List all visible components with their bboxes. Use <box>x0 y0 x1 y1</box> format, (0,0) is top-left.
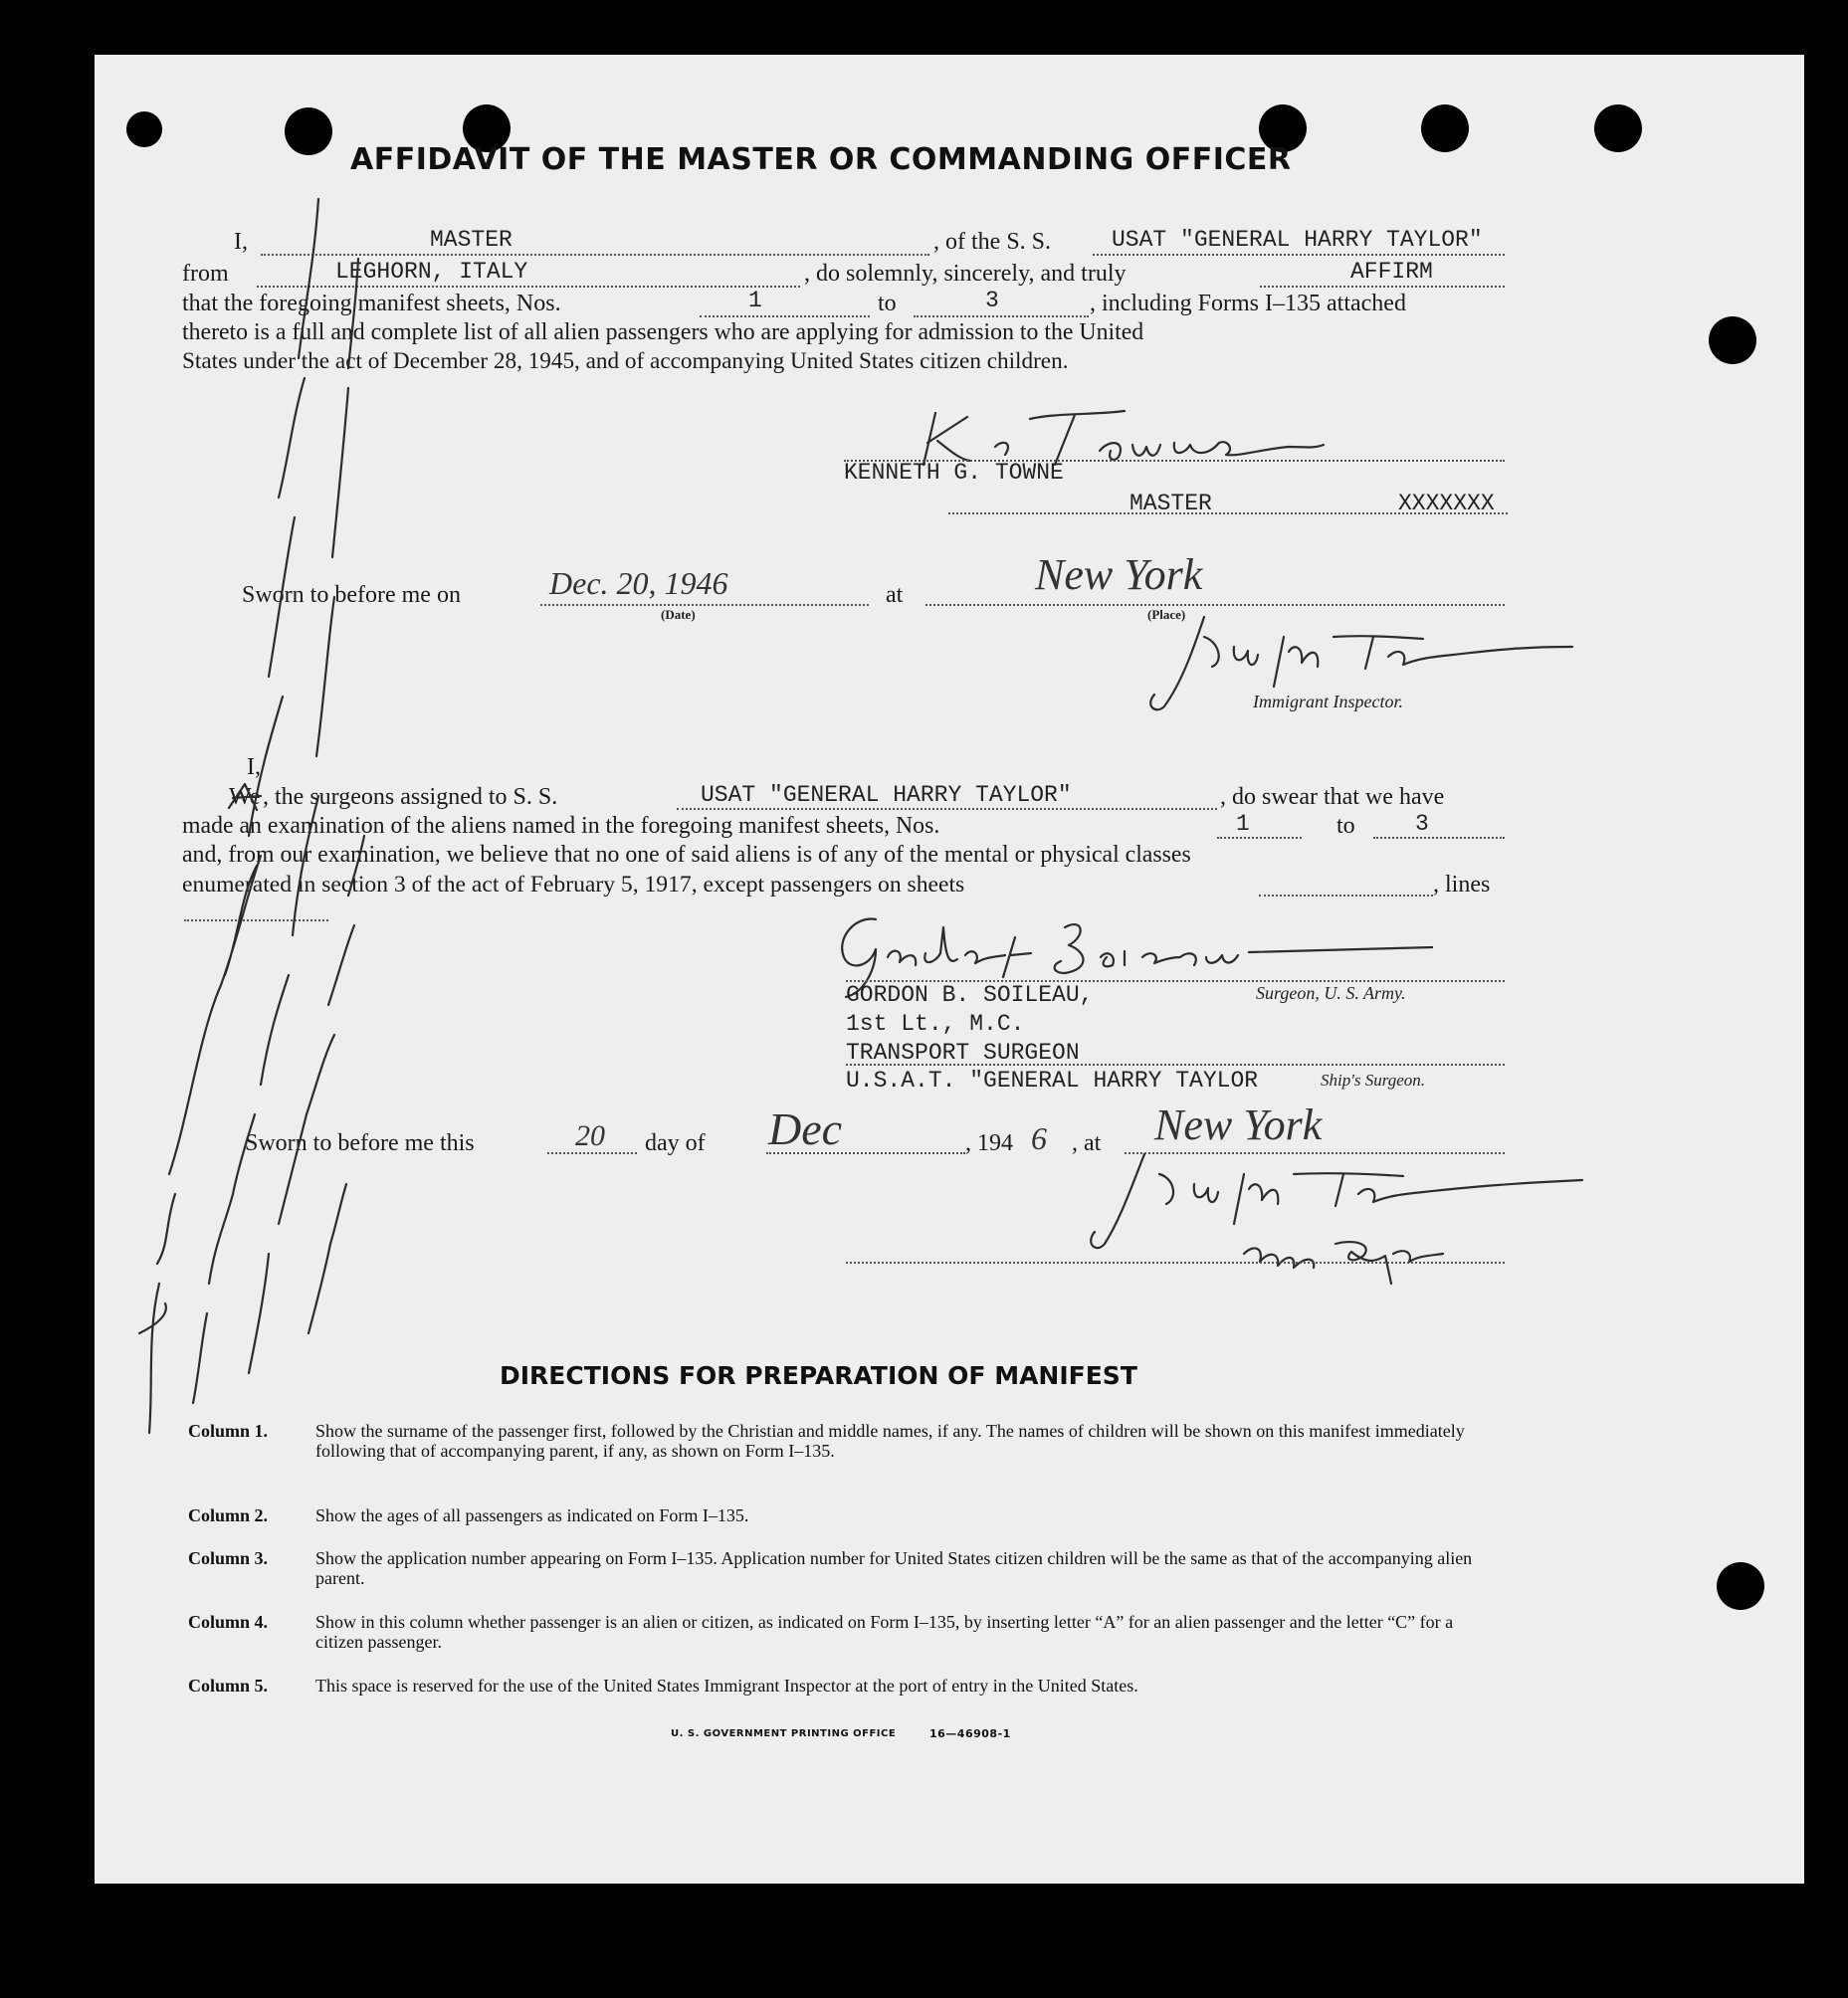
ship-surgeon-blank <box>846 1064 1505 1066</box>
sworn-place-value: New York <box>1035 550 1203 599</box>
surgeon-role: TRANSPORT SURGEON <box>846 1040 1080 1066</box>
surgeon-line-1-text: , the surgeons assigned to S. S. <box>263 784 558 810</box>
sworn-date-value: Dec. 20, 1946 <box>549 565 728 601</box>
of-ss-label: , of the S. S. <box>933 229 1052 255</box>
surgeon-ship-blank <box>677 808 1217 810</box>
master-title: MASTER <box>1129 491 1212 516</box>
surgeon-line-4-text: enumerated in section 3 of the act of February 5, 1917, except passengers on sheets <box>182 872 965 898</box>
sworn-at-label: at <box>886 582 904 608</box>
surgeon-line-3: and, from our examination, we believe that no one of said aliens is of any of the mental or physical classes <box>182 842 1191 868</box>
column-2-label: Column 2. <box>188 1505 269 1525</box>
column-1-label: Column 1. <box>188 1421 269 1441</box>
affidavit-i-label: I, <box>234 229 248 255</box>
sworn2-signature-line <box>846 1262 1505 1264</box>
from-value: LEGHORN, ITALY <box>335 259 528 285</box>
sworn-day-value: 20 <box>575 1119 605 1152</box>
master-name: KENNETH G. TOWNE <box>844 460 1064 486</box>
column-1-text: Show the surname of the passenger first, followed by the Christian and middle names, if any. The names of children will be shown on this manifest immediately following that of accompanying parent, if any, as shown on Form I–135. <box>315 1421 1465 1461</box>
surgeon-i-label: I, <box>247 754 261 780</box>
sworn-date-blank <box>540 604 869 606</box>
page-title: AFFIDAVIT OF THE MASTER OR COMMANDING OFFICER <box>350 142 1292 177</box>
sheet-to-value: 3 <box>985 288 999 313</box>
punch-hole <box>1709 316 1756 364</box>
column-4-text: Show in this column whether passenger is an alien or citizen, as indicated on Form I–135, by inserting letter “A” for an alien passenger and the letter “C” for a citizen passenger. <box>315 1612 1454 1652</box>
surgeon-sheet-from-blank <box>1217 837 1302 839</box>
printer-credit: U. S. GOVERNMENT PRINTING OFFICE <box>671 1728 897 1739</box>
sworn2-at-label: , at <box>1072 1130 1102 1156</box>
except-sheets-blank <box>1259 895 1433 897</box>
sworn-on-label: Sworn to before me on <box>242 582 461 608</box>
surgeon-sheet-to: 3 <box>1415 811 1429 837</box>
column-5-text: This space is reserved for the use of the United States Immigrant Inspector at the port of entry in the United States. <box>315 1676 1138 1696</box>
punch-hole <box>1717 1562 1764 1610</box>
column-2-text: Show the ages of all passengers as indicated on Form I–135. <box>315 1505 749 1525</box>
surgeon-line-2-text: made an examination of the aliens named in the foregoing manifest sheets, Nos. <box>182 813 940 839</box>
punch-hole <box>1421 104 1469 152</box>
solemnly-text: , do solemnly, sincerely, and truly <box>804 261 1127 287</box>
form-number: 16—46908-1 <box>929 1727 1011 1740</box>
directions-title: DIRECTIONS FOR PREPARATION OF MANIFEST <box>500 1361 1137 1390</box>
surgeon-swear-text: , do swear that we have <box>1220 784 1445 810</box>
column-5-label: Column 5. <box>188 1676 269 1696</box>
including-text: , including Forms I–135 attached <box>1090 291 1406 316</box>
surgeon-ship-line: U.S.A.T. "GENERAL HARRY TAYLOR <box>846 1068 1259 1094</box>
date-caption: (Date) <box>661 607 696 622</box>
master-value: MASTER <box>430 227 513 253</box>
surgeon-to-label: to <box>1336 813 1355 839</box>
ship-surgeon-caption: Ship's Surgeon. <box>1321 1071 1426 1090</box>
margin-handwritten-note <box>129 139 388 1443</box>
column-3-label: Column 3. <box>188 1548 269 1568</box>
affidavit-line-5: States under the act of December 28, 1945, and of accompanying United States citizen children. <box>182 348 1069 374</box>
sworn2-place-value: New York <box>1154 1100 1323 1149</box>
surgeon-name: GORDON B. SOILEAU, <box>846 982 1094 1008</box>
surgeon-we-label: We <box>229 784 261 810</box>
surgeon-ship-value: USAT "GENERAL HARRY TAYLOR" <box>701 782 1072 808</box>
column-4-label: Column 4. <box>188 1612 269 1632</box>
day-of-label: day of <box>645 1130 706 1156</box>
affirm-value: AFFIRM <box>1350 259 1433 285</box>
sworn-this-label: Sworn to before me this <box>245 1130 475 1156</box>
column-3-text: Show the application number appearing on Form I–135. Application number for United States citizen children will be the same as that of the accompanying alien parent. <box>315 1548 1473 1588</box>
sworn-month-value: Dec <box>768 1103 843 1154</box>
to-label: to <box>878 291 897 316</box>
foregoing-text: that the foregoing manifest sheets, Nos. <box>182 291 561 316</box>
ship-blank <box>1093 254 1505 256</box>
ship-value: USAT "GENERAL HARRY TAYLOR" <box>1112 227 1483 253</box>
affidavit-line-4: thereto is a full and complete list of all alien passengers who are applying for admission to the United <box>182 319 1144 345</box>
surgeon-sheet-to-blank <box>1373 837 1505 839</box>
affirm-blank <box>1260 286 1505 288</box>
sheet-from-blank <box>700 315 870 317</box>
punch-hole <box>1594 104 1642 152</box>
sheet-to-blank <box>914 315 1089 317</box>
master-struck-out: XXXXXXX <box>1398 491 1495 516</box>
surgeon-sheet-from: 1 <box>1236 811 1250 837</box>
place-caption: (Place) <box>1147 607 1186 622</box>
sheet-from-value: 1 <box>748 288 762 313</box>
year-digit: 6 <box>1031 1120 1047 1156</box>
army-surgeon-caption: Surgeon, U. S. Army. <box>1256 983 1406 1003</box>
inspector-signature-2 <box>1075 1144 1602 1294</box>
surgeon-rank: 1st Lt., M.C. <box>846 1011 1025 1037</box>
year-prefix: , 194 <box>965 1130 1013 1156</box>
from-label: from <box>182 261 229 287</box>
lines-label: , lines <box>1433 872 1491 898</box>
immigrant-inspector-caption: Immigrant Inspector. <box>1253 692 1403 711</box>
sworn-place-blank <box>925 604 1505 606</box>
